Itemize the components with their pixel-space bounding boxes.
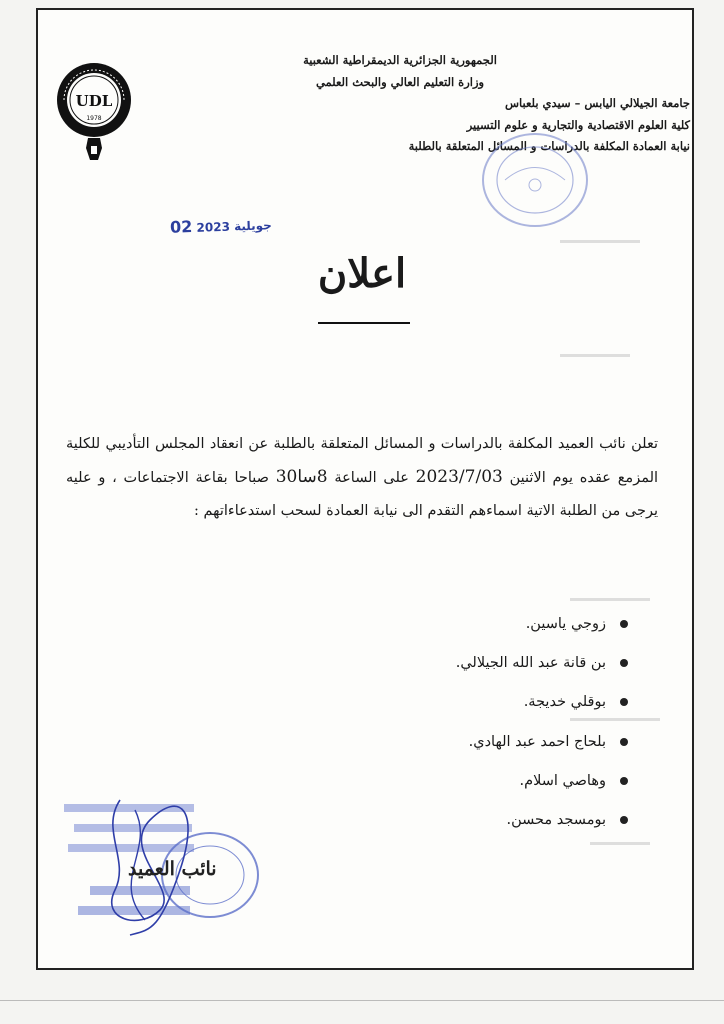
date-stamp bbox=[168, 214, 272, 237]
university-line: جامعة الجيلالي اليابس – سيدي بلعباس bbox=[504, 96, 690, 110]
republic-line: الجمهورية الجزائرية الديمقراطية الشعبية bbox=[303, 53, 497, 67]
list-item bbox=[268, 606, 628, 645]
date-stamp-day: 02 bbox=[169, 216, 193, 237]
student-name: بن قانة عبد الله الجيلالي. bbox=[455, 655, 606, 672]
title-underline bbox=[318, 322, 410, 324]
meeting-date: 2023/7/03 bbox=[415, 467, 503, 487]
list-item bbox=[268, 763, 628, 802]
deanship-line: نيابة العمادة المكلفة بالدراسات و المسائل المتعلقة بالطلبة bbox=[408, 139, 690, 153]
announcement-body bbox=[66, 428, 658, 528]
signature-title: نائب العميد bbox=[128, 858, 217, 880]
ministry-line: وزارة التعليم العالي والبحث العلمي bbox=[315, 74, 485, 89]
bullet-icon bbox=[620, 620, 628, 628]
logo-year: 1978 bbox=[86, 115, 102, 122]
list-item bbox=[268, 724, 628, 763]
meeting-time: 8سا30 bbox=[275, 467, 328, 487]
body-part3: صباحا بقاعة الاجتماعات ، و عليه يرجى من الطلبة الاتية اسماءهم التقدم الى نيابة العمادة لسحب استدعاءاتهم : bbox=[66, 470, 658, 519]
body-part2: على الساعة bbox=[334, 470, 409, 486]
bullet-icon bbox=[620, 698, 628, 706]
student-list bbox=[268, 606, 628, 841]
university-seal-icon bbox=[54, 60, 134, 170]
bullet-icon bbox=[620, 738, 628, 746]
bleed-mark bbox=[560, 240, 640, 243]
page-edge bbox=[0, 1000, 724, 1001]
bleed-mark bbox=[560, 354, 630, 357]
logo-monogram: UDL bbox=[75, 92, 113, 110]
faculty-line: كلية العلوم الاقتصادية والتجارية و علوم التسيير bbox=[466, 117, 690, 132]
bleed-mark bbox=[590, 842, 650, 845]
student-name: بوقلي خديجة. bbox=[523, 694, 606, 711]
student-name: بومسجد محسن. bbox=[506, 811, 606, 828]
student-name: بلحاج احمد عبد الهادي. bbox=[468, 733, 606, 750]
student-name: زوجي ياسين. bbox=[525, 616, 606, 632]
faculty-stamp-icon bbox=[475, 125, 595, 235]
bullet-icon bbox=[620, 659, 628, 667]
list-item bbox=[268, 802, 628, 841]
list-item bbox=[268, 645, 628, 684]
body-part1: تعلن نائب العميد المكلفة بالدراسات و المسائل المتعلقة بالطلبة عن انعقاد المجلس التأديبي للكلية المزمع عقده يوم الاثنين bbox=[66, 436, 659, 486]
bullet-icon bbox=[620, 777, 628, 785]
page-title: اعلان bbox=[317, 250, 407, 297]
list-item bbox=[268, 684, 628, 723]
bleed-mark bbox=[570, 598, 650, 601]
student-name: وهاصي اسلام. bbox=[519, 772, 606, 789]
bullet-icon bbox=[620, 816, 628, 824]
date-stamp-month-year: جويلية 2023 bbox=[196, 218, 273, 235]
